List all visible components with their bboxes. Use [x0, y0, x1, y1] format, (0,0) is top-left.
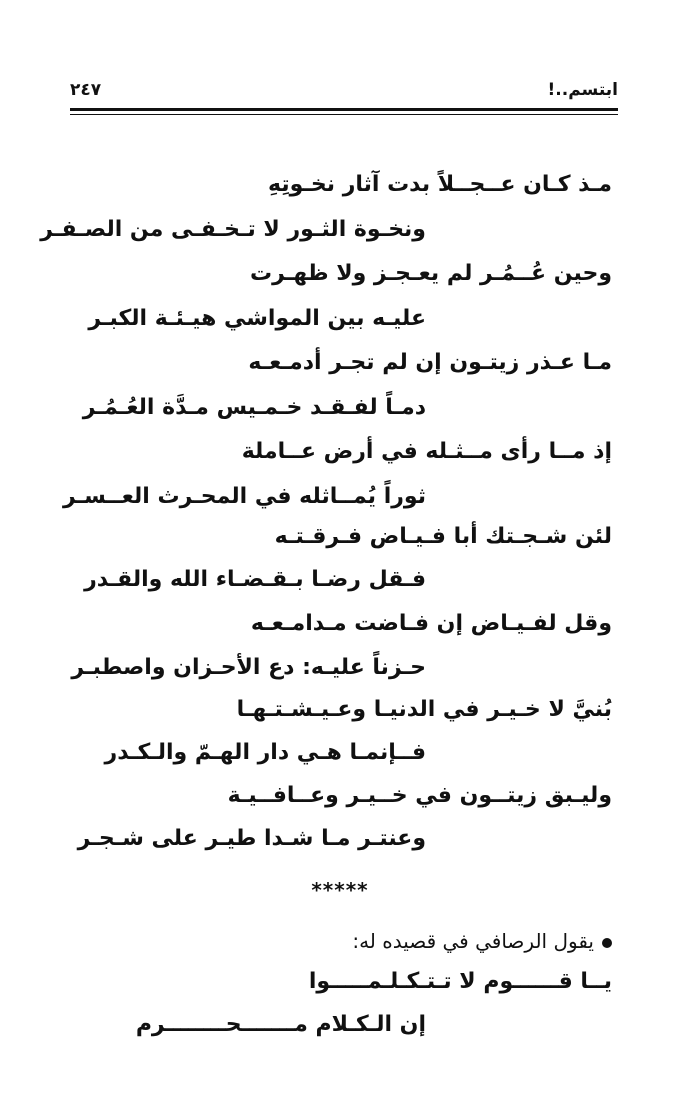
- poem-line: مـا عـذر زيتـون إن لم تجـر أدمـعـه: [248, 350, 612, 375]
- poem-line: عليـه بين المواشي هيـئـة الكبـر: [88, 306, 426, 331]
- poem-line: لئن شـجـتك أبا فـيـاض فـرقـتـه: [274, 524, 612, 549]
- header-rule-thick: [70, 108, 618, 111]
- poem-line: وحين عُــمُـر لم يعـجـز ولا ظهـرت: [249, 261, 612, 286]
- poem-line: ونخـوة الثـور لا تـخـفـى من الصـفـر: [40, 217, 426, 242]
- poem-line: ثوراً يُمــاثله في المحـرث العــسـر: [62, 484, 426, 509]
- bullet-icon: [602, 938, 612, 948]
- page-header: [70, 80, 618, 106]
- poem-line: إن الـكـلام مـــــــحــــــــرم: [135, 1012, 426, 1037]
- page-number: ٢٤٧: [70, 80, 102, 100]
- poem-line: وقل لفـيـاض إن فـاضت مـدامـعـه: [250, 611, 612, 636]
- intro-text: يقول الرصافي في قصيده له:: [352, 929, 594, 953]
- poem-line: فــإنمـا هـي دار الهـمّ والـكـدر: [104, 740, 426, 765]
- intro-line: [352, 926, 612, 956]
- poem-line: دمـاً لفـقـد خـمـيس مـدَّة العُـمُـر: [82, 395, 426, 420]
- poem-line: مـذ كـان عــجــلاً بدت آثار نخـوتِهِ: [268, 172, 612, 197]
- section-separator: *****: [311, 878, 369, 902]
- poem-line: بُنيَّ لا خـيـر في الدنيـا وعـيـشـتـهـا: [236, 697, 612, 722]
- running-title: ابتسم..!: [547, 80, 618, 100]
- poem-line: حـزناً عليـه: دع الأحـزان واصطبـر: [71, 655, 426, 680]
- poem-line: فـقل رضـا بـقـضـاء الله والقـدر: [84, 567, 426, 592]
- poem-line: وليـبق زيتــون في خــيـر وعــافــيـة: [227, 783, 612, 808]
- poem-line: إذ مــا رأى مــثـله في أرض عــاملة: [241, 439, 612, 464]
- poem-line: وعنتـر مـا شـدا طيـر على شـجـر: [77, 826, 426, 851]
- header-rule-thin: [70, 114, 618, 115]
- poem-line: يــا قــــــوم لا تـتـكـلـمـــــوا: [308, 969, 612, 994]
